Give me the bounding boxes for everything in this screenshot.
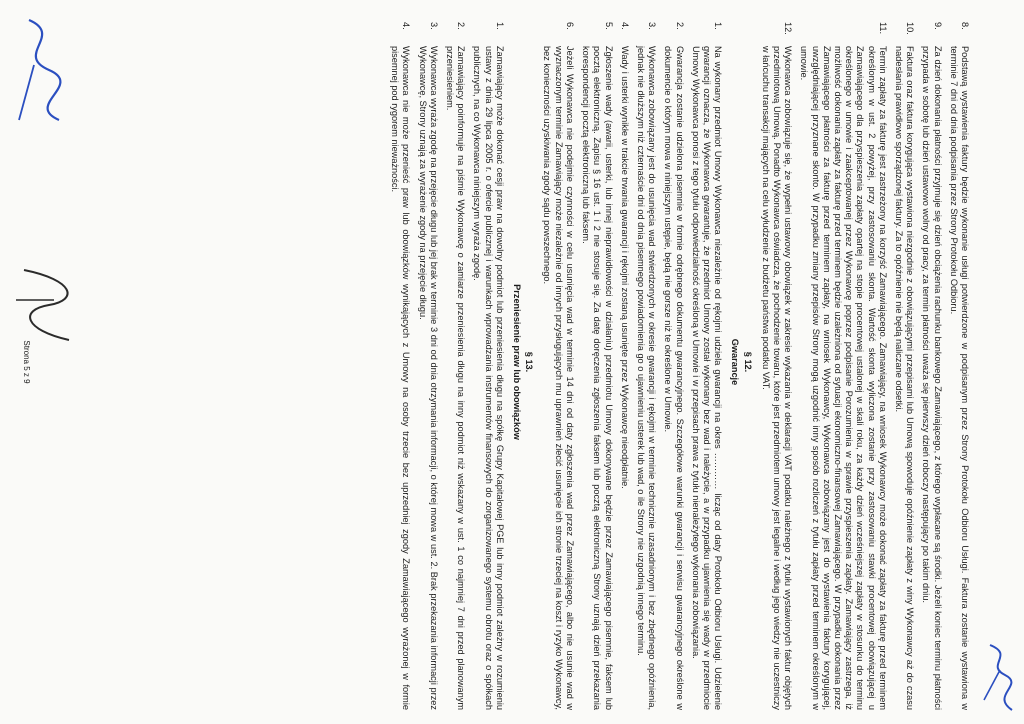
clause-text: Podstawą wystawienia faktury będzie wykonanie usługi potwierdzone w podpisanym przez Strony Protokołu Odbioru Usługi. Faktura zostanie wystawiona w terminie 7 dni od dnia podpisania przez Strony Protokołu Odbioru.: [948, 46, 970, 710]
clause-number: 10.: [905, 22, 916, 35]
clause-text: Wykonawca nie może przenieść praw lub obowiązków wynikających z Umowy na osoby trzecie bez uprzedniej zgody Zamawiającego wyrażonej w formie pisemnej pod rygorem nieważności.: [390, 46, 412, 710]
transfer-clause: [444, 14, 466, 710]
signature-bottom-right-blue: [9, 10, 69, 130]
transfer-clause: [416, 14, 438, 710]
clause-text: Wykonawca zobowiązany jest do usunięcia wad stwierdzonych w okresie gwarancji i rękojmi w terminie technicznie uzasadnionym i bez zbędnego opóźnienia, jednak nie dłuższym niż czternaście dni od dnia pisemnego powiadomienia go o ujawnieniu usterek lub wad, o ile Strony nie uzgodnią innego terminu.: [635, 46, 658, 710]
clause-number: 3.: [428, 22, 439, 30]
clause-number: 9.: [932, 22, 943, 30]
clause-number: 6.: [564, 22, 575, 30]
clause-number: 1.: [713, 22, 724, 30]
clause-text: Gwarancja zostanie udzielona pisemnie w formie odrębnego dokumentu gwarancyjnego. Szczegółowe warunki gwarancji i serwisu gwarancyjnego określone w dokumencie o którym mowa w niniejszym ustępie, będą nie gorsze niż te określone w Umowie.: [663, 46, 685, 710]
clause-text: Faktura oraz faktura korygująca wystawiona niezgodnie z obowiązującymi przepisami lub Umową spowoduje opóźnienie zapłaty z winy Wykonawcy aż do czasu nadesłania prawidłowo sporządzonej faktury. Za to opóźnienie nie będą naliczane odsetki.: [893, 46, 916, 710]
transfer-clause: [389, 14, 411, 710]
clause-number: 3.: [647, 22, 658, 30]
guarantee-clause: [635, 14, 657, 710]
clause-text: Wykonawca zobowiązuje się, że wypełni ustawowy obowiązek w zakresie wykazania w deklaracji VAT podatku należnego z tytułu wystawionych faktur objętych przedmiotową Umową. Ponadto Wykonawca oświadcza, że pochodzenie towaru, które jest przedmiotem umowy jest legalne i według jego wiedzy nie uczestniczy w łańcuchu transakcji mających na celu wyłudzenie z budżetu państwa podatku VAT.: [760, 46, 794, 710]
clause-text: Jeżeli Wykonawca nie podejmie czynności w celu usunięcia wad w terminie 14 dni od daty zgłoszenia wad przez Zamawiającego, albo nie usunie wad w wyznaczonym terminie Zamawiający może niezależnie od innych przysługujących mu uprawnień zlecić usunięcie ich stronie trzeciej na koszt i ryzyko Wykonawcy, bez konieczności uzyskiwania zgody sądu powszechnego.: [542, 46, 575, 710]
guarantee-clause: [662, 14, 684, 710]
section-12-title: § 12.: [742, 351, 753, 373]
clause-text: Wady i usterki wynikłe w trakcie trwania gwarancji i rękojmi zostaną usunięte przez Wykonawcę nieodpłatnie.: [619, 46, 630, 489]
clause-number: 12.: [783, 22, 794, 35]
section-13-subtitle: Przeniesienie praw lub obowiązków: [512, 284, 523, 440]
payment-clause: [948, 14, 970, 710]
clause-text: Wykonawca wyraża zgodę na przejęcie długu lub jej brak w terminie 3 dni od dnia otrzymania informacji, o której mowa w ust. 2. Brak przekazania informacji przez Wykonawcę, Strony uznają za wyrażenie zgody na przejęcie długu.: [417, 46, 439, 710]
clause-number: 11.: [877, 22, 888, 35]
payment-clause: [893, 14, 915, 710]
section-13-title: § 13.: [524, 351, 535, 373]
clause-number: 2.: [674, 22, 685, 30]
clause-text: Zamawiający może dokonać cesji praw na dowolny podmiot lub przeniesienia długu na spółkę Grupy Kapitałowej PGE lub inny podmiot zależny w rozumieniu ustawy z dnia 29 lipca 2005 r. o ofercie publicznej i warunkach wprowadzania instrumentów finansowych do zorganizowanego systemu obrotu oraz o spółkach publicznych, na co Wykonawca niniejszym wyraża zgodę.: [472, 46, 505, 710]
transfer-clauses: [389, 14, 505, 710]
clause-number: 2.: [456, 22, 467, 30]
page-footer: Strona 5 z 9: [22, 340, 31, 384]
section-12-subtitle: Gwarancje: [730, 338, 741, 386]
payment-clause: [760, 14, 794, 710]
payment-clauses: [760, 14, 970, 710]
clause-text: Na wykonany przedmiot Umowy Wykonawca niezależnie od rękojmi udziela gwarancji na okres ………… licząc od daty Protokołu Odbioru Usługi. Udzielenie gwarancji oznacza, że Wykonawca gwarantuje, że przedmiot Umowy został wykonany bez wad i należycie, a w przypadku ujawnienia się wady w przedmiocie Umowy Wykonawca ponosi z tego tytułu odpowiedzialność określoną w Umowie i w przepisach prawa z tytułu nienależytego wykonania zobowiązania.: [690, 46, 724, 710]
clause-number: 8.: [960, 22, 970, 30]
payment-clause: [920, 14, 942, 710]
clause-text: Zgłoszenie wady (awarii, usterki, lub innej nieprawidłowości w działaniu) przedmiotu Umowy dokonywane będzie przez Zamawiającego pisemnie, faksem lub pocztą elektroniczną. Zapisu § 16 ust. 1 i 2 nie stosuje się. Za datę doręczenia zgłoszenia faksem lub pocztą elektroniczną Strony uznają dzień przekazania korespondencji pocztą elektroniczną lub faksem.: [581, 46, 614, 710]
guarantee-clause: [580, 14, 614, 710]
clause-number: 4.: [401, 22, 412, 30]
guarantee-clause: [541, 14, 575, 710]
clause-text: Zamawiający poinformuje na piśmie Wykonawcę o zamiarze przeniesienia długu na inny podmiot niż wskazany w ust. 1 co najmniej 7 dni przed planowanym przeniesieniem.: [445, 46, 467, 710]
guarantee-clauses: [541, 14, 723, 710]
payment-clause: [798, 14, 888, 710]
clause-text: Termin zapłaty za fakturę jest zastrzeżony na korzyść Zamawiającego. Zamawiający, na wniosek Wykonawcy może dokonać zapłaty za fakturę przed terminem określonym w ust. 2 powyżej, przy zastosowaniu skonta. Wartość skonta wyliczona zostanie przy zastosowaniu stawki procentowej obowiązującej u Zamawiającego dla przyspieszenia zapłaty opartej na stopie procentowej ustalonej w skali roku, za każdy dzień wcześniejszej zapłaty w stosunku do terminu określonego w umowie i zaakceptowanej przez Wykonawcę poprzez podpisanie Porozumienia w sprawie przyspieszenia zapłaty. Zamawiający zastrzega, iż możliwość dokonania zapłaty za fakturę przed terminem będzie uzależniona od sytuacji ekonomiczno-finansowej Zamawiającego. W przypadku dokonania przez Zamawiającego płatności za fakturę przed terminem zapłaty, na wniosek Wykonawcy, Wykonawca zobowiązany jest do wystawienia faktury korygującej, uwzględniającej przyznane skonto. W przypadku zmiany przepisów Strony mogą uzgodnić inny sposób rozliczeń z tytułu zapłaty przed terminem określonym w umowie.: [799, 46, 888, 710]
transfer-clause: [471, 14, 505, 710]
clause-number: 5.: [603, 22, 614, 30]
signature-top-right: [980, 640, 1020, 720]
guarantee-clause: [690, 14, 724, 710]
guarantee-clause: [619, 14, 630, 710]
clause-number: 4.: [619, 22, 630, 30]
clause-number: 1.: [494, 22, 505, 30]
clause-text: Za dzień dokonania płatności przyjmuje się dzień obciążenia rachunku bankowego Zamawiającego, z którego wypłacane są środki. Jeżeli koniec terminu płatności przypada w sobotę lub dzień ustawowo wolny od pracy, za termin płatności uważa się pierwszy dzień roboczy następujący po takim dniu.: [921, 46, 943, 710]
